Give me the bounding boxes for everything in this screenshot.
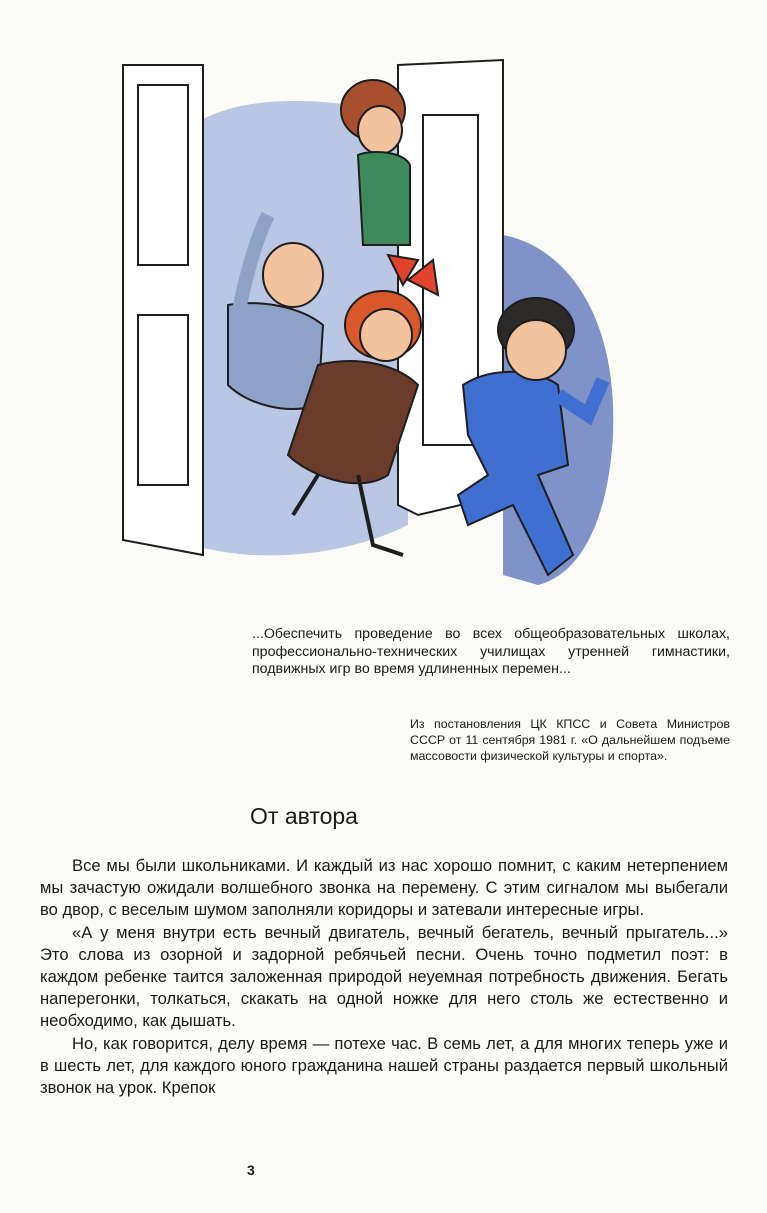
page-number: 3 bbox=[247, 1162, 255, 1178]
children-running-illustration bbox=[118, 55, 623, 600]
paragraph: Все мы были школьниками. И каждый из нас хорошо помнит, с каким нетерпением мы зачастую ожидали волшебного звонка на перемену. С этим сигналом мы выбегали во двор, с веселым шумом заполняли коридоры и затевали интересные игры. bbox=[40, 856, 728, 920]
epigraph: ...Обеспечить проведение во всех общеобразовательных школах, профессионально-технических училищах утренней гимнастики, подвижных игр во время удлиненных перемен... bbox=[252, 626, 730, 677]
teacher-face bbox=[358, 106, 402, 154]
body-text bbox=[40, 855, 728, 1099]
section-title: От автора bbox=[250, 803, 358, 829]
paragraph: «А у меня внутри есть вечный двигатель, вечный бегатель, вечный прыгатель...» Это слова из озорной и задорной ребячьей песни. Очень точно подметил поэт: в каждом ребенке таится заложенная природой неуемная потребность движения. Бегать наперегонки, толкаться, скакать на одной ножке для него столь же естественно и необходимо, как дышать. bbox=[40, 922, 728, 1031]
running-boy-face bbox=[506, 320, 566, 380]
teacher-sweater bbox=[358, 152, 410, 245]
left-door-panel bbox=[138, 315, 188, 485]
illustration bbox=[118, 55, 623, 600]
boy-face bbox=[263, 243, 323, 307]
epigraph-source: Из постановления ЦК КПСС и Совета Министров СССР от 11 сентября 1981 г. «О дальнейшем подъеме массовости физической культуры и спорта». bbox=[410, 717, 730, 763]
paragraph: Но, как говорится, делу время — потехе час. В семь лет, а для многих теперь уже и в шесть лет, для каждого юного гражданина нашей страны раздается первый школьный звонок на урок. Крепок bbox=[40, 1033, 728, 1098]
left-door-panel bbox=[138, 85, 188, 265]
girl-face bbox=[360, 309, 412, 361]
